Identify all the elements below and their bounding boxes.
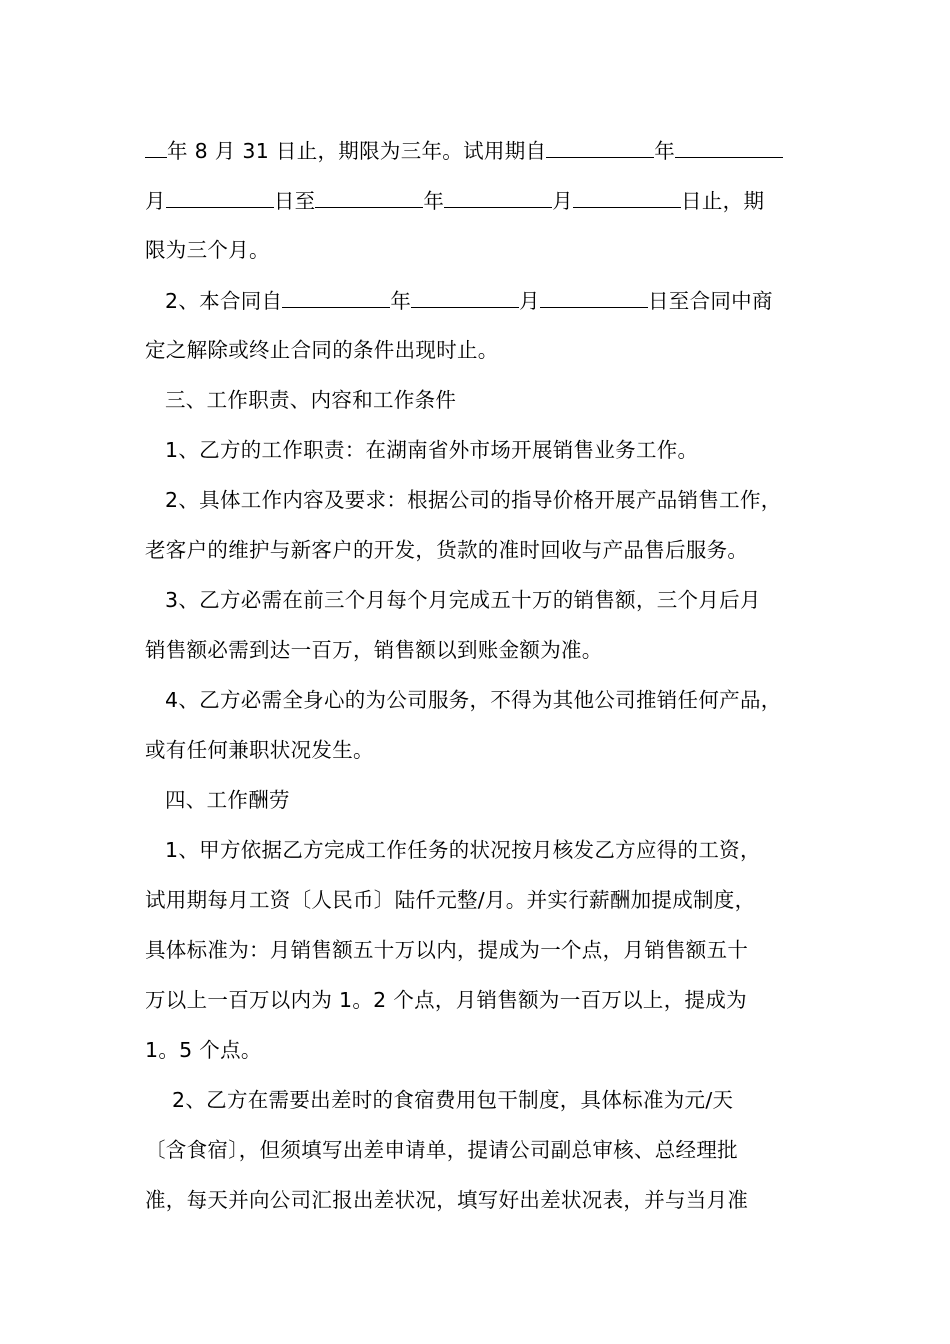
- contract-line-4: 2、本合同自 年 月 日至合同中商: [165, 285, 773, 316]
- blank-field[interactable]: [675, 135, 783, 158]
- contract-line-5: 定之解除或终止合同的条件出现时止。: [145, 338, 499, 362]
- contract-line-11: 销售额必需到达一百万，销售额以到账金额为准。: [145, 638, 603, 662]
- contract-line-1: 年 8 月 31 日止，期限为三年。试用期自 年: [145, 135, 783, 166]
- contract-line-16: 试用期每月工资〔人民币〕陆仟元整/月。并实行薪酬加提成制度，: [145, 888, 756, 912]
- blank-field[interactable]: [411, 285, 519, 308]
- blank-field[interactable]: [315, 185, 423, 208]
- contract-line-22: 准，每天并向公司汇报出差状况，填写好出差状况表，并与当月准: [145, 1188, 749, 1212]
- contract-line-21: 〔含食宿〕，但须填写出差申请单，提请公司副总审核、总经理批: [145, 1138, 738, 1162]
- contract-line-7: 1、乙方的工作职责：在湖南省外市场开展销售业务工作。: [165, 438, 699, 462]
- contract-line-9: 老客户的维护与新客户的开发，货款的准时回收与产品售后服务。: [145, 538, 749, 562]
- contract-line-15: 1、甲方依据乙方完成工作任务的状况按月核发乙方应得的工资，: [165, 838, 761, 862]
- contract-line-20: 2、乙方在需要出差时的食宿费用包干制度，具体标准为元/天: [172, 1088, 734, 1112]
- section-heading-3: 三、工作职责、内容和工作条件: [165, 388, 457, 412]
- contract-line-19: 1。5 个点。: [145, 1038, 262, 1062]
- contract-line-12: 4、乙方必需全身心的为公司服务，不得为其他公司推销任何产品，: [165, 688, 782, 712]
- contract-line-8: 2、具体工作内容及要求：根据公司的指导价格开展产品销售工作，: [165, 488, 782, 512]
- blank-field[interactable]: [444, 185, 552, 208]
- blank-field[interactable]: [282, 285, 390, 308]
- blank-field[interactable]: [145, 135, 167, 158]
- contract-line-17: 具体标准为：月销售额五十万以内，提成为一个点，月销售额五十: [145, 938, 749, 962]
- contract-line-2: 月 日至 年 月 日止，期: [145, 185, 764, 216]
- blank-field[interactable]: [166, 185, 274, 208]
- section-heading-4: 四、工作酬劳: [165, 788, 290, 812]
- blank-field[interactable]: [546, 135, 654, 158]
- contract-line-13: 或有任何兼职状况发生。: [145, 738, 374, 762]
- blank-field[interactable]: [540, 285, 648, 308]
- blank-field[interactable]: [573, 185, 681, 208]
- contract-line-10: 3、乙方必需在前三个月每个月完成五十万的销售额，三个月后月: [165, 588, 761, 612]
- contract-line-3: 限为三个月。: [145, 238, 270, 262]
- contract-line-18: 万以上一百万以内为 1。2 个点，月销售额为一百万以上，提成为: [145, 988, 747, 1012]
